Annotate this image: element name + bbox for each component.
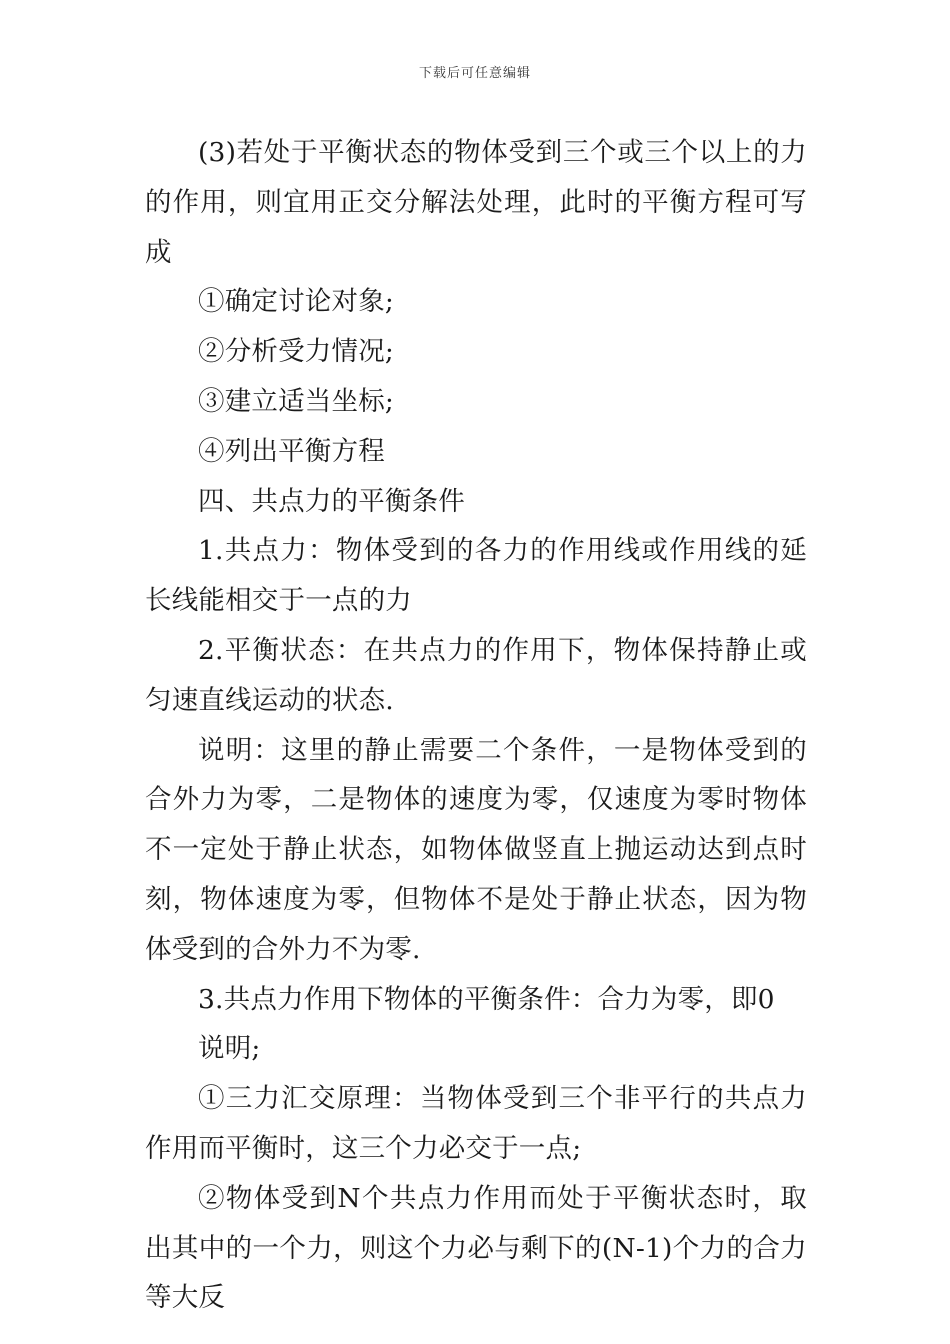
paragraph-step-2: ②分析受力情况; — [198, 336, 395, 368]
paragraph-definition-equilibrium-state: 2.平衡状态：在共点力的作用下，物体保持静止或匀速直线运动的状态. — [145, 634, 807, 716]
paragraph-three-force-principle: ①三力汇交原理：当物体受到三个非平行的共点力作用而平衡时，这三个力必交于一点; — [145, 1083, 807, 1164]
paragraph-step-3: ③建立适当坐标; — [198, 385, 395, 417]
paragraph-step-4: ④列出平衡方程 — [198, 435, 385, 467]
paragraph-equilibrium-method: (3)若处于平衡状态的物体受到三个或三个以上的力的作用，则宜用正交分解法处理，此时的平衡方程可写成 — [145, 137, 807, 268]
section-heading: 四、共点力的平衡条件 — [198, 485, 465, 517]
paragraph-n-force-principle: ②物体受到N个共点力作用而处于平衡状态时，取出其中的一个力，则这个力必与剩下的(N-1)个力的合力等大反 — [145, 1182, 807, 1314]
document-body — [145, 128, 807, 1323]
paragraph-definition-concurrent-force: 1.共点力：物体受到的各力的作用线或作用线的延长线能相交于一点的力 — [145, 535, 807, 617]
paragraph-note-static: 说明：这里的静止需要二个条件，一是物体受到的合外力为零，二是物体的速度为零，仅速度为零时物体不一定处于静止状态，如物体做竖直上抛运动达到点时刻，物体速度为零，但物体不是处于静止状态，因为物体受到的合外力不为零. — [145, 734, 807, 965]
paragraph-note-label: 说明; — [198, 1033, 261, 1065]
paragraph-step-1: ①确定讨论对象; — [198, 286, 395, 318]
paragraph-equilibrium-condition: 3.共点力作用下物体的平衡条件：合力为零，即0 — [198, 983, 775, 1015]
page-header: 下载后可任意编辑 — [418, 66, 531, 81]
